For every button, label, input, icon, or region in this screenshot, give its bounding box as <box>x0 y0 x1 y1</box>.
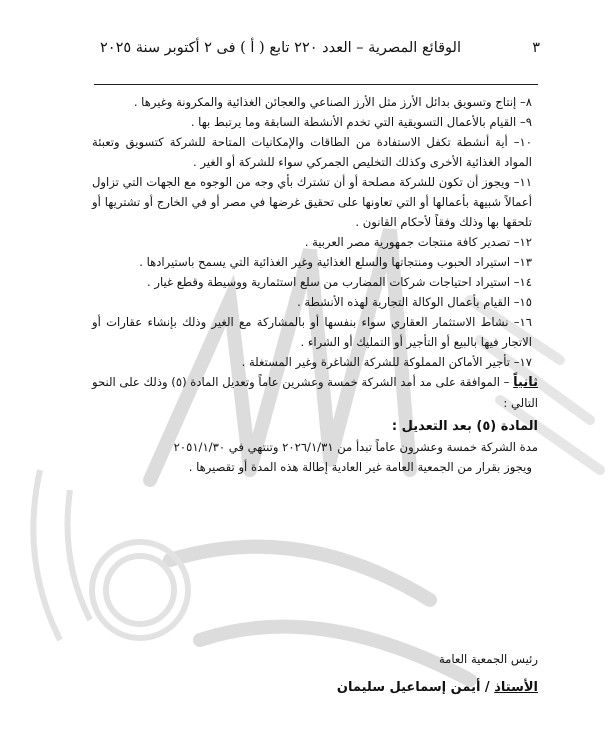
article-5-text-2: ويجوز بقرار من الجمعية العامة غير العادية إطالة هذه المدة أو تقصيرها . <box>188 460 532 474</box>
list-item-12: ١٢– تصدير كافة منتجات جمهورية مصر العربية . <box>304 235 532 249</box>
list-item-13: ١٣– استيراد الحبوب ومنتجاتها والسلع الغذائية وغير الغذائية التي يسمح باستيرادها . <box>139 255 532 269</box>
list-item-17: ١٧– تأجير الأماكن المملوكة للشركة الشاغرة وغير المستغلة . <box>241 355 532 369</box>
list-item-8: ٨– إنتاج وتسويق بدائل الأرز مثل الأرز الصناعي والعجائن الغذائية والمكرونة وغيرها . <box>133 95 532 109</box>
article-5-heading: المادة (٥) بعد التعديل : <box>391 419 538 434</box>
second-resolution <box>92 372 538 413</box>
signature-person-name: / أيمن إسماعيل سليمان <box>336 680 495 695</box>
header-divider <box>94 84 538 85</box>
list-item-11: ١١– ويجوز أن تكون للشركة مصلحة أو أن تشترك بأي وجه من الوجوه مع الجهات التي تزاول أعمالاً شبيهة بأعمالها أو التي تعاونها على تحقيق غرضها في مصر أو في الخارج أو تشتريها أو تلحقها بها وذلك وفقاً لأحكام القانون . <box>92 175 532 229</box>
list-item-14: ١٤– استيراد احتياجات شركات المضارب من سلع استثمارية ووسيطة وقطع غيار . <box>147 275 532 289</box>
second-resolution-label: ثانياً <box>513 375 538 390</box>
list-item-9: ٩– القيام بالأعمال التسويقية التي تخدم الأنشطة السابقة وما يرتبط بها . <box>190 115 532 129</box>
signature-prefix: الأستاذ <box>494 680 538 695</box>
gazette-header <box>100 40 540 56</box>
article-5-text-1: مدة الشركة خمسة وعشرون عاماً تبدأ من ٢٠٢٦/١/٣١ وتنتهي في ٢٠٥١/١/٣٠ <box>173 440 538 454</box>
list-item-16: ١٦– نشاط الاستثمار العقاري سواء بنفسها أو بالمشاركة مع الغير وذلك بإنشاء عقارات أو الاتجار فيها بالبيع أو التأجير أو التمليك أو الشراء . <box>92 315 532 349</box>
list-item-15: ١٥– القيام بأعمال الوكالة التجارية لهذه الأنشطة . <box>297 295 532 309</box>
signature-title: رئيس الجمعية العامة <box>438 652 538 666</box>
header-title: الوقائع المصرية – العدد ٢٢٠ تابع ( أ ) فى ٢ أكتوبر سنة ٢٠٢٥ <box>100 40 461 56</box>
document-body <box>92 92 538 477</box>
page-number: ٣ <box>532 40 540 56</box>
signature-name <box>92 680 538 695</box>
list-item-10: ١٠– أية أنشطة تكفل الاستفادة من الطاقات والإمكانيات المتاحة للشركة كتسويق وتعبئة المواد الغذائية الأخرى وكذلك التخليص الجمركي سواء للشركة أو الغير . <box>92 135 532 169</box>
second-resolution-text: – الموافقة على مد أمد الشركة خمسة وعشرين عاماً وتعديل المادة (٥) وذلك على النحو التالي : <box>92 375 538 410</box>
